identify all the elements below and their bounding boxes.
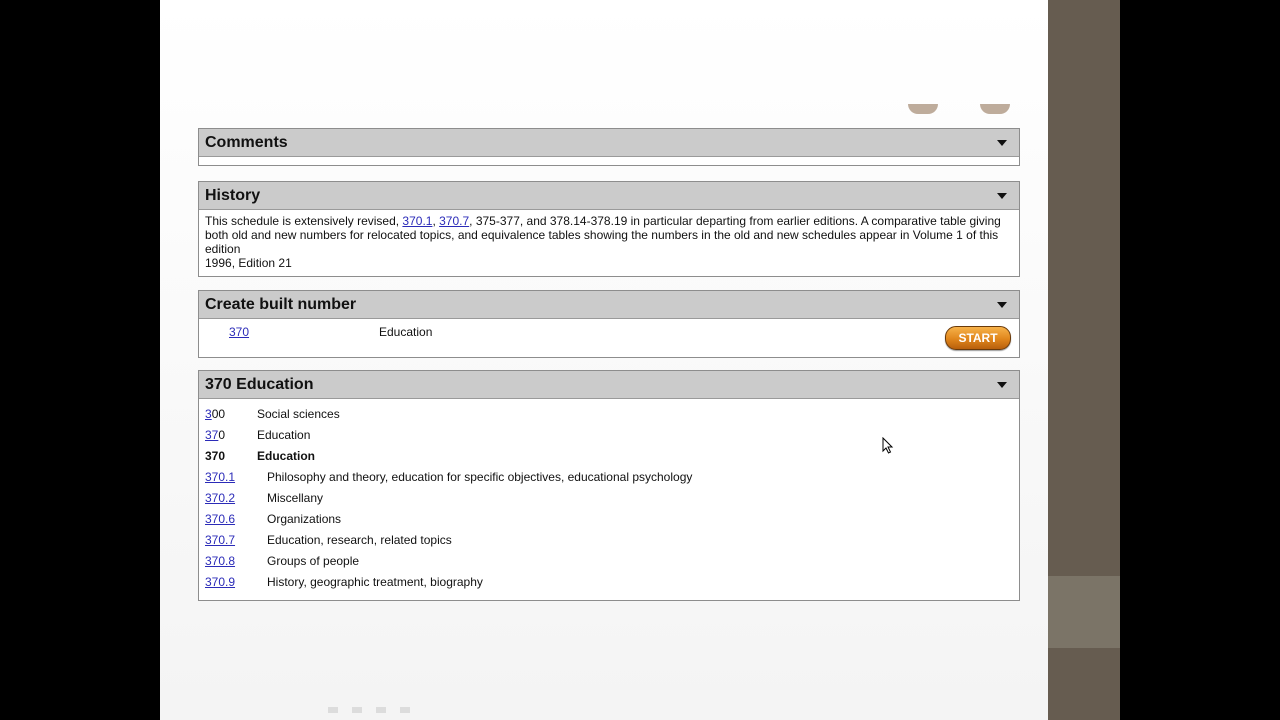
class-number-link[interactable]: 3: [205, 406, 212, 421]
hierarchy-row: [205, 508, 1013, 529]
class-number: [205, 428, 257, 442]
caret-down-icon[interactable]: [997, 382, 1007, 388]
create-built-number-body: [199, 319, 1019, 357]
history-body: [199, 210, 1019, 276]
hierarchy-row: [205, 487, 1013, 508]
slide-side-band: [1048, 576, 1120, 648]
class-label: Social sciences: [257, 406, 340, 421]
class-number-rest: 00: [211, 406, 226, 421]
hierarchy-row: [205, 403, 1013, 424]
menu-icon[interactable]: [376, 707, 386, 713]
comments-section: [198, 128, 1020, 166]
history-separator: ,: [432, 214, 440, 228]
history-link-370-1[interactable]: 370.1: [402, 214, 433, 228]
class-number-link[interactable]: 370.1: [205, 469, 236, 484]
class-label: Miscellany: [267, 490, 324, 505]
start-button[interactable]: START: [945, 326, 1011, 350]
class-number-rest: 0: [218, 427, 226, 442]
comments-header[interactable]: [199, 129, 1019, 157]
comments-body: [199, 157, 1019, 165]
history-text-after: , 375-377, and 378.14-378.19 in particular departing from earlier editions. A comparative table giving both old and new numbers for relocated topics, and equivalence tables showing the numbers in the old and new schedules appear in Volume 1 of this edition: [205, 214, 1001, 256]
hierarchy-body: [199, 399, 1019, 600]
prev-slide-icon[interactable]: [328, 707, 338, 713]
caret-down-icon[interactable]: [997, 140, 1007, 146]
history-header[interactable]: [199, 182, 1019, 210]
class-label: Education: [257, 427, 311, 442]
class-label: History, geographic treatment, biography: [267, 574, 483, 589]
history-edition: 1996, Edition 21: [205, 256, 292, 270]
caret-down-icon[interactable]: [997, 302, 1007, 308]
class-label: Philosophy and theory, education for specific objectives, educational psychology: [267, 469, 693, 484]
class-number-link[interactable]: 370.9: [205, 574, 236, 589]
history-text-before: This schedule is extensively revised,: [205, 214, 403, 228]
create-built-number-section: [198, 290, 1020, 358]
page-canvas: [160, 0, 1048, 720]
class-label: Groups of people: [267, 553, 360, 568]
hierarchy-row: [205, 529, 1013, 550]
hierarchy-row: [205, 571, 1013, 592]
hierarchy-section: [198, 370, 1020, 601]
history-title: History: [205, 186, 261, 204]
class-number-current: 370: [205, 448, 226, 463]
caret-down-icon[interactable]: [997, 193, 1007, 199]
pen-icon[interactable]: [352, 707, 362, 713]
history-note: [205, 214, 1013, 256]
built-number-link[interactable]: 370: [229, 325, 250, 339]
letterbox-left: [0, 0, 160, 720]
class-label-current: Education: [257, 448, 316, 463]
faded-button: [908, 104, 938, 114]
slide-nav-controls: [328, 700, 428, 712]
class-number: [205, 407, 257, 421]
class-number-link[interactable]: 370.8: [205, 553, 236, 568]
hierarchy-title: 370 Education: [205, 375, 314, 393]
hierarchy-row: [205, 466, 1013, 487]
faded-button: [980, 104, 1010, 114]
letterbox-right: [1120, 0, 1280, 720]
hierarchy-header[interactable]: [199, 371, 1019, 399]
history-section: [198, 181, 1020, 277]
comments-title: Comments: [205, 133, 288, 151]
next-slide-icon[interactable]: [400, 707, 410, 713]
class-label: Organizations: [267, 511, 342, 526]
create-built-number-header[interactable]: [199, 291, 1019, 319]
class-number-link[interactable]: 37: [205, 427, 219, 442]
class-number-link[interactable]: 370.6: [205, 511, 236, 526]
hierarchy-row: [205, 550, 1013, 571]
class-label: Education, research, related topics: [267, 532, 452, 547]
history-link-370-7[interactable]: 370.7: [439, 214, 470, 228]
create-built-number-title: Create built number: [205, 295, 357, 313]
class-number-link[interactable]: 370.7: [205, 532, 236, 547]
faded-toolbar: [908, 104, 1028, 118]
slide-side-panel: [1048, 0, 1120, 720]
class-number-link[interactable]: 370.2: [205, 490, 236, 505]
built-number-label: Education: [379, 325, 433, 339]
